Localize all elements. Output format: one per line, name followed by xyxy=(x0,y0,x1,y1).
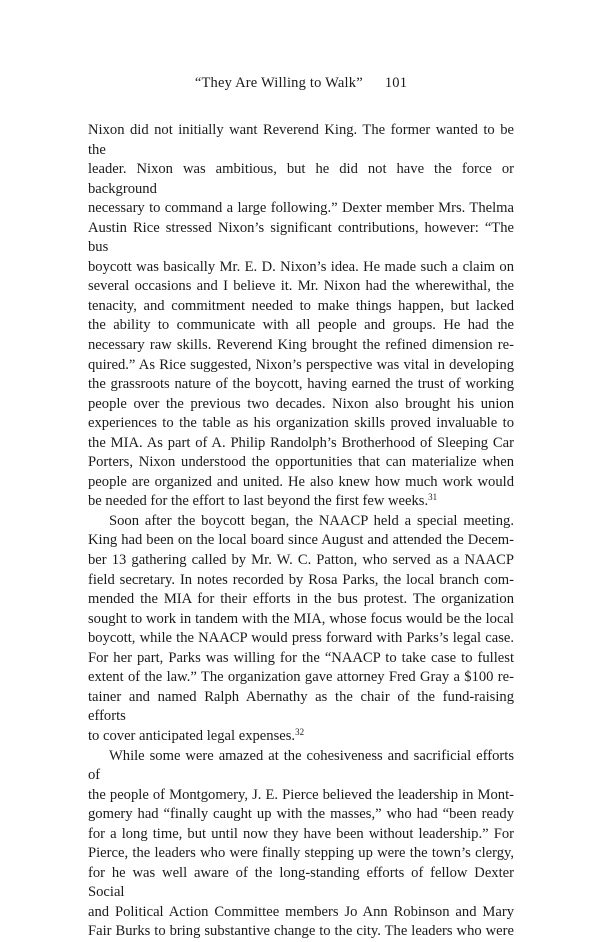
text-line: people are organized and united. He also knew how much work would xyxy=(88,473,514,490)
body-text xyxy=(88,121,514,942)
text-line: field secretary. In notes recorded by Rosa Parks, the local branch com- xyxy=(88,571,514,588)
text-line: King had been on the local board since August and attended the Decem- xyxy=(88,532,514,549)
text-line: experiences to the table as his organization skills proved invaluable to xyxy=(88,415,514,432)
text-line: the grassroots nature of the boycott, having earned the trust of working xyxy=(88,376,514,393)
text-line: gomery had “finally caught up with the masses,” who had “been ready xyxy=(88,806,514,823)
text-line: necessary raw skills. Reverend King brought the refined dimension re- xyxy=(88,337,514,354)
text-line: people over the previous two decades. Nixon also brought his union xyxy=(88,395,514,412)
text-line-content: to cover anticipated legal expenses. xyxy=(88,727,296,744)
text-line: sought to work in tandem with the MIA, whose focus would be the local xyxy=(88,610,514,627)
text-line: the ability to communicate with all people and groups. He had the xyxy=(88,317,514,334)
endnote-marker: 32 xyxy=(295,726,305,737)
text-line: for a long time, but until now they have been without leadership.” For xyxy=(88,825,514,842)
text-line: the people of Montgomery, J. E. Pierce believed the leadership in Mont- xyxy=(88,786,514,803)
text-line: For her part, Parks was willing for the “NAACP to take case to fullest xyxy=(88,649,514,666)
text-line: and Political Action Committee members Jo Ann Robinson and Mary xyxy=(88,903,514,920)
text-line: necessary to command a large following.” Dexter member Mrs. Thelma xyxy=(88,200,514,217)
text-line: for he was well aware of the long-standing efforts of fellow Dexter Social xyxy=(88,864,514,901)
running-head xyxy=(88,75,514,92)
text-line: boycott, while the NAACP would press forward with Parks’s legal case. xyxy=(88,630,514,647)
text-line: several occasions and I believe it. Mr. Nixon had the wherewithal, the xyxy=(88,278,514,295)
text-line: Soon after the boycott began, the NAACP held a special meeting. xyxy=(109,512,514,529)
text-line: mended the MIA for their efforts in the bus protest. The organization xyxy=(88,591,514,608)
text-line: the MIA. As part of A. Philip Randolph’s Brotherhood of Sleeping Car xyxy=(88,434,514,451)
text-line: quired.” As Rice suggested, Nixon’s perspective was vital in developing xyxy=(88,356,514,373)
text-line: Pierce, the leaders who were finally stepping up were the town’s clergy, xyxy=(88,845,514,862)
text-line-content: be needed for the effort to last beyond the first few weeks. xyxy=(88,493,429,510)
text-line: Nixon did not initially want Reverend King. The former wanted to be the xyxy=(88,122,514,158)
page-number: 101 xyxy=(384,75,408,91)
text-line: Austin Rice stressed Nixon’s significant contributions, however: “The bus xyxy=(88,219,514,256)
text-line: tainer and named Ralph Abernathy as the chair of the fund-raising efforts xyxy=(88,688,514,725)
text-line: ber 13 gathering called by Mr. W. C. Patton, who served as a NAACP xyxy=(88,552,514,569)
text-line: Fair Burks to bring substantive change to the city. The leaders who were xyxy=(88,923,514,940)
endnote-marker: 31 xyxy=(428,492,438,503)
text-line: extent of the law.” The organization gave attorney Fred Gray a $100 re- xyxy=(88,669,514,686)
text-line xyxy=(88,727,514,747)
text-line: boycott was basically Mr. E. D. Nixon’s idea. He made such a claim on xyxy=(88,258,514,275)
text-line xyxy=(88,492,514,512)
text-line: While some were amazed at the cohesiveness and sacrificial efforts of xyxy=(88,747,514,784)
text-line: tenacity, and commitment needed to make things happen, but lacked xyxy=(88,297,514,314)
running-title: “They Are Willing to Walk” xyxy=(194,75,363,91)
text-line: leader. Nixon was ambitious, but he did not have the force or background xyxy=(88,161,514,197)
text-line: Porters, Nixon understood the opportunities that can materialize when xyxy=(88,454,514,471)
